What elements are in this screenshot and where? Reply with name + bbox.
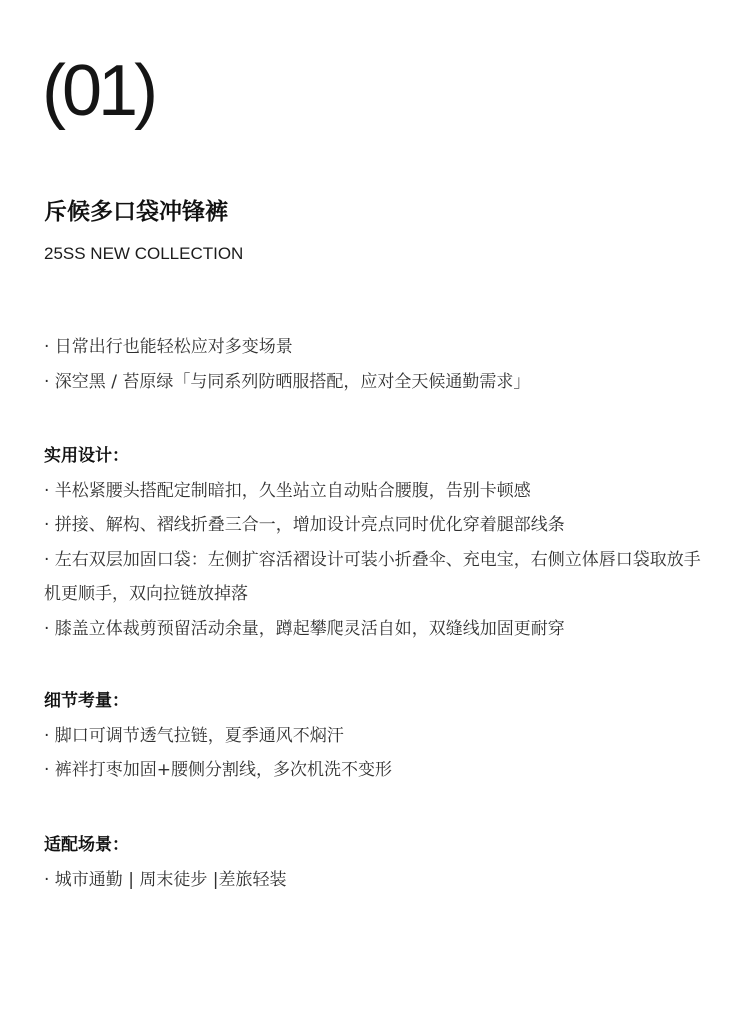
details-section (44, 684, 716, 788)
section-number: (01) (42, 51, 155, 131)
scenes-heading: 适配场景： (44, 835, 129, 855)
design-item: · 膝盖立体裁剪预留活动余量，蹲起攀爬灵活自如，双缝线加固更耐穿 (44, 618, 565, 639)
scenes-item: · 城市通勤 | 周末徒步 |差旅轻装 (44, 869, 287, 890)
design-heading: 实用设计： (44, 446, 129, 466)
details-heading: 细节考量： (44, 691, 129, 711)
product-title: 斥候多口袋冲锋裤 (44, 199, 228, 225)
design-section (44, 439, 716, 646)
design-item: · 拼接、解构、褶线折叠三合一，增加设计亮点同时优化穿着腿部线条 (44, 515, 565, 535)
details-item: · 裤袢打枣加固+腰侧分割线，多次机洗不变形 (44, 760, 393, 780)
scenes-section (44, 828, 716, 897)
collection-label: 25SS NEW COLLECTION (44, 244, 244, 263)
design-item: · 左右双层加固口袋：左侧扩容活褶设计可装小折叠伞、充电宝，右侧立体唇口袋取放手机更顺手，双向拉链放掉落 (44, 549, 701, 604)
intro-list (44, 330, 716, 399)
intro-item: · 深空黑 / 苔原绿「与同系列防晒服搭配，应对全天候通勤需求」 (44, 371, 531, 392)
design-item: · 半松紧腰头搭配定制暗扣，久坐站立自动贴合腰腹，告别卡顿感 (44, 480, 531, 501)
details-item: · 脚口可调节透气拉链，夏季通风不焖汗 (44, 725, 344, 746)
intro-item: · 日常出行也能轻松应对多变场景 (44, 337, 293, 357)
